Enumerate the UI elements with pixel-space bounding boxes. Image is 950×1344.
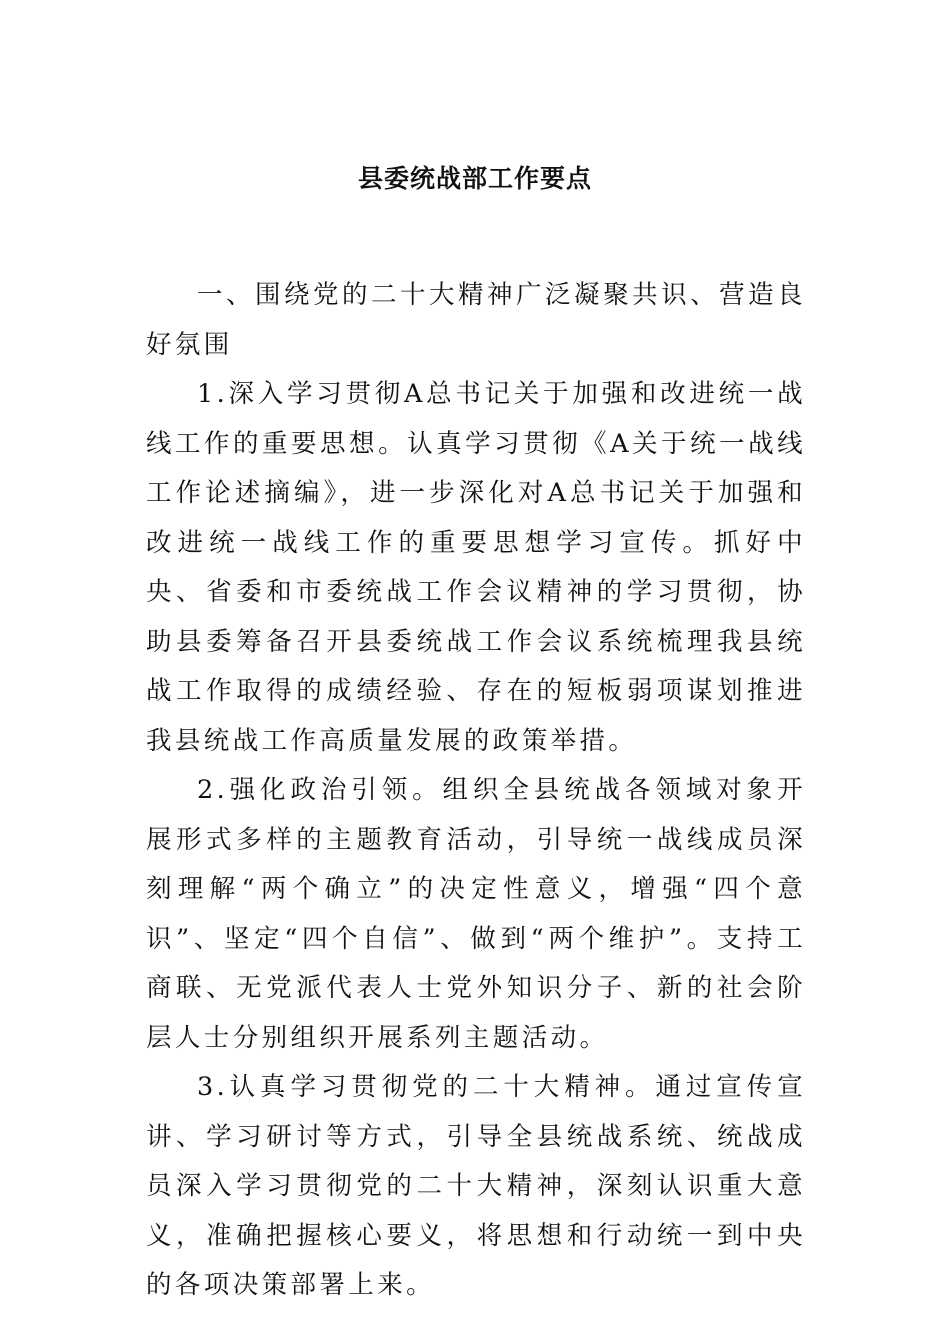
- paragraph-item-3: 3.认真学习贯彻党的二十大精神。通过宣传宣讲、学习研讨等方式，引导全县统战系统、统战成员深入学习贯彻党的二十大精神，深刻认识重大意义，准确把握核心要义，将思想和行动统一到中央的各项决策部署上来。: [146, 1072, 806, 1300]
- document-body: [146, 271, 806, 1311]
- document-title: 县委统战部工作要点: [357, 164, 592, 193]
- paragraph-item-1: 1.深入学习贯彻A总书记关于加强和改进统一战线工作的重要思想。认真学习贯彻《A关于统一战线工作论述摘编》，进一步深化对A总书记关于加强和改进统一战线工作的重要思想学习宣传。抓好中央、省委和市委统战工作会议精神的学习贯彻，协助县委筹备召开县委统战工作会议系统梳理我县统战工作取得的成绩经验、存在的短板弱项谋划推进我县统战工作高质量发展的政策举措。: [146, 379, 806, 756]
- paragraph-item-2: 2.强化政治引领。组织全县统战各领域对象开展形式多样的主题教育活动，引导统一战线成员深刻理解“两个确立”的决定性意义，增强“四个意识”、坚定“四个自信”、做到“两个维护”。支持工商联、无党派代表人士党外知识分子、新的社会阶层人士分别组织开展系列主题活动。: [146, 775, 806, 1053]
- section-heading: 一、围绕党的二十大精神广泛凝聚共识、营造良好氛围: [146, 280, 806, 360]
